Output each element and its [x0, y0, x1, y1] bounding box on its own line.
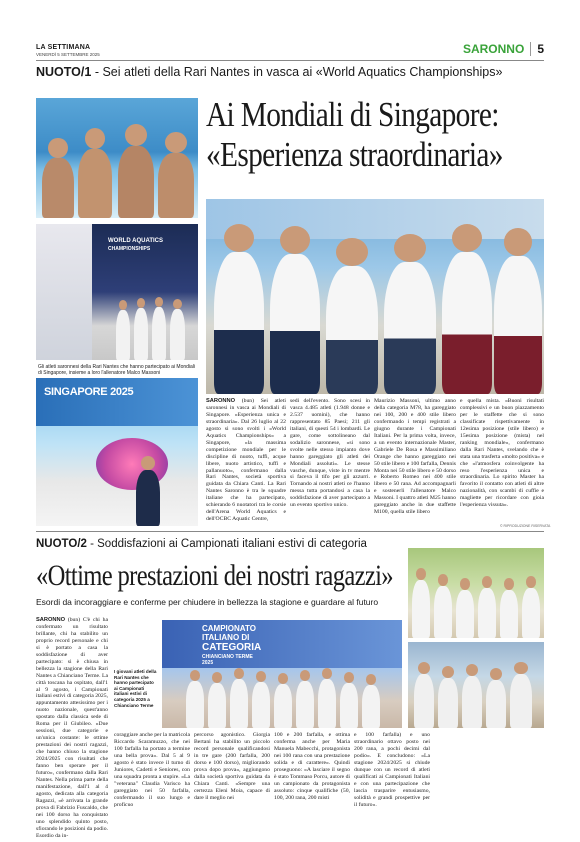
banner-chianciano: CHIANCIANO TERME — [202, 654, 253, 660]
article2-dateline: SARONNO — [36, 617, 66, 623]
article1-headline-line2: «Esperienza straordinaria» — [206, 135, 503, 174]
athlete-figure — [486, 668, 506, 728]
athlete-figure — [462, 664, 482, 728]
article1-headline-line1: Ai Mondiali di Singapore: — [206, 95, 499, 134]
swimmer-figure — [118, 124, 154, 218]
section-divider — [36, 531, 544, 532]
athlete-figure — [412, 568, 430, 638]
page-number: 5 — [530, 42, 544, 56]
masthead — [36, 44, 236, 57]
swimmers-selfie-photo — [36, 98, 198, 218]
article2-photo-caption: I giovani atleti della Rari Nantes che hanno partecipato ai Campionati italiani estivi di categoria 2025 a Chianciano Terme — [114, 669, 157, 708]
athlete-figure — [152, 297, 166, 360]
section-tag — [463, 42, 544, 56]
article2-kicker-label: NUOTO/2 — [36, 538, 87, 550]
article2-kicker — [36, 538, 367, 550]
article2-deck: Esordi da incoraggiare e conferme per chiudere in bellezza la stagione e guardare al futuro — [36, 597, 379, 607]
article1-kicker-text: - Sei atleti della Rari Nantes in vasca ai «World Aquatics Championships» — [91, 65, 503, 79]
athlete-figure — [296, 670, 314, 728]
athlete-figure — [414, 662, 434, 728]
campionato-event-photo — [162, 620, 402, 728]
article2-column-4: 100 e 200 farfalla, e ottima conferma anche per Maria Manuela Mabecchi, protagonista nei 100 rana con una prestazione solida e di carattere». Quindi proseguono: «A lasciare il segno è stato Tommaso Porcu, autore di un campionato da protagonista assoluto: cinque qualifiche (50, 100, 200 rana, 200 misti — [274, 732, 350, 801]
copyright-credit: © RIPRODUZIONE RISERVATA — [500, 524, 551, 528]
athlete-figure — [494, 228, 542, 394]
newspaper-title: LA SETTIMANA — [36, 44, 91, 51]
world-aquatics-banner-photo — [36, 224, 198, 360]
athlete-figure — [510, 662, 532, 728]
athlete-figure — [384, 234, 436, 394]
athlete-figure — [456, 578, 474, 638]
banner-singapore-2025: SINGAPORE 2025 — [44, 386, 134, 398]
article1-photo-caption: Gli atleti saronnesi della Rari Nantes che hanno partecipato ai Mondiali di Singapore, insieme a loro l'allenatore Malco Massoni — [36, 362, 198, 378]
article1-kicker — [36, 65, 502, 79]
article2-column-5: e 100 farfalla) e uno straordinario ottavo posto nei 200 rana, a pochi decimi dal podio». E concludono: «La stagione 2024/2025 si chiude dunque con un record di atleti qualificati ai Campionati Italiani e con una partecipazione che lascia trasparire entusiasmo, solidità e grandi prospettive per il futuro». — [354, 732, 430, 808]
article2-column-2: coraggiare anche per la matricola Riccardo Scaramuzzo, che nei 100 farfalla ha portato a termine una bella prova». Dal 5 al 9 agosto è stato invece il turno di Juniores, Cadetti e Seniores, con una squadra pronta a stupire. «La "veterana" Claudia Varisco ha gareggiato nei 50 farfalla, confermando il suo lungo e proficuo — [114, 732, 190, 808]
athlete-figure — [214, 224, 264, 394]
section-name: SARONNO — [462, 42, 525, 56]
event-banner — [162, 620, 402, 668]
athlete-figure — [186, 670, 204, 728]
article2-column-1: SARONNO (bun) C'è chi ha confermato un risultato brillante, chi ha stabilito un proprio record personale e chi si è portato a casa la soddisfazione di aver partecipato: si è chiusa in bellezza la stagione della Rari Nantes a Chianciano Terme. La città toscana ha ospitato, dall'1 al 9 agosto, i Campionati italiani estivi di categoria 2025, appuntamento attesissimo per i nuoto nazionale, quest'anno spostato dalla classica sede di Roma per il Giubileo. «Due sessioni, due categorie e un'unica costante: le ottime prestazioni dei nostri ragazzi, che hanno chiuso la stagione 2024/2025 con risultati che fanno ben sperare per il futuro», confermano dalla Rari Nantes. Nella prima parte della manifestazione, dall'1 al 4 agosto, dedicata alla categoria Ragazzi, «è arrivata la grande prova di Fabrizio Fuscaldo, che nei 100 dorso ha conquistato uno splendido quinto posto, sfiorando le posizioni da podio. Esordio da in- — [36, 617, 108, 839]
banner-italiano-di: ITALIANO DI — [202, 633, 250, 642]
banner-world-aquatics: WORLD AQUATICS — [108, 238, 163, 244]
article1-column-2: sedi dell'evento. Sono scesi in vasca 4.485 atleti (1.948 donne e 2.537 uomini), che hanno rappresentato 85 Paesi; 211 gli italiani, di questi 54 i lombardi. Le gare, come sottolineano dal sodalizio saronnese, «si sono svolte nelle stesso impianto dove hanno gareggiato gli atleti dei Mondiali assoluti». Le stesse vasche, dunque, viste in tv mentre si faceva il tifo per gli azzurri. Tornando ai nostri atleti ce l'hanno messa tutta portandosi a casa la soddisfazione di aver partecipato a un evento sportivo unico. — [290, 398, 370, 509]
article2-column-3: percorso agonistico. Giorgia Bertani ha stabilito un piccolo record personale qualificandosi in tre gare (200 farfalla, 200 dorso e 100 dorso), migliorando prova dopo prova», aggiungono dalla società sportiva guidata da Chiara Canti. «Sempre una certezza Eleni Moia, capace di dare il meglio nei — [194, 732, 270, 801]
athlete-figure — [230, 668, 248, 728]
athlete-figure — [442, 224, 492, 394]
athlete-figure — [500, 578, 518, 638]
sculpture-block — [36, 224, 92, 360]
article1-column-1: SARONNO (bun) Sei atleti saronnesi in vasca ai Mondiali di Singapore. «Esperienza unica e straordinaria». Dal 26 luglio al 22 agosto si sono svolti i «World Aquatics Championships» a Singapore, «la massima competizione mondiale per le discipline di nuoto, tuffi, acque libere, nuoto artistico, tuffi e pallanuoto», confermano dalla Rari Nantes, società sportiva guidata da Chiara Canti. La Rari Nantes Saronno è tra le squadre italiane che ha partecipato, schierando 6 nuotatori tra le corsie dell'Arena World Aquatics e dell'OCBC Aquatic Centre, — [206, 398, 286, 523]
masthead-rule — [36, 60, 544, 61]
banner-campionato: CAMPIONATO — [202, 624, 256, 633]
athlete-figure — [134, 298, 148, 360]
athlete-figure — [252, 671, 270, 728]
athlete-figure — [478, 576, 496, 638]
athlete-figure — [522, 576, 540, 638]
youth-team-photo-2 — [408, 642, 544, 728]
issue-date: VENERDÌ 5 SETTEMBRE 2025 — [36, 52, 100, 57]
athlete-figure — [362, 674, 380, 728]
banner-categoria: CATEGORIA — [202, 642, 262, 653]
athlete-figure — [270, 226, 320, 394]
banner-year: 2025 — [202, 660, 214, 666]
athlete-figure — [136, 456, 160, 526]
athlete-figure — [318, 668, 336, 728]
athlete-figure — [274, 673, 292, 728]
team-group-photo — [206, 199, 544, 394]
swimmer-figure — [158, 132, 194, 218]
swimmer-figure — [78, 128, 112, 218]
singapore-stage-photo — [36, 378, 198, 526]
article1-column-3: Maurizio Massoni, ultimo anno della categoria M78, ha gareggiato nei 100, 200 e 400 stile libero confermando i tempi registrati a giugno durante i Campionati Italiani. Per la prima volta, invece, a un evento internazionale Master, Gabriele De Rosa e Massimiliano Orange che hanno gareggiato nei 50 stile libero e 100 farfalla, Dennis Monta nei 50 stile libero e 50 dorso e Roberto Romeo nei 400 stile libero e 50 rana. Ad accompagnarli e sostenerli l'allenatore Malco Massoni. I quattro atleti M25 hanno gareggiato anche in due staffette M100, quella stile libero — [374, 398, 456, 516]
athlete-figure — [434, 574, 452, 638]
athlete-figure — [208, 672, 226, 728]
article2-headline: «Ottime prestazioni dei nostri ragazzi» — [36, 559, 393, 592]
athlete-figure — [170, 299, 185, 360]
youth-team-photo-1 — [408, 548, 544, 638]
article1-column-4: e quella mista. «Buoni risultati complessivi e un buon piazzamento per le staffette che si sono classificate rispettivamente in 12esima posizione (stile libero) e 15esima posizione (mista) nel ranking mondiale», confermano dalla Rari Nantes, svelando che è stata una trasferta «molto positiva» e che «l'atmosfera coinvolgente ha reso l'esperienza unica e straordinaria. Lo spirito Master ha favorito il contatto con atleti di altre nazionalità, con scambi di cuffie e magliette per ricordare con gioia l'esperienza vissuta». — [460, 398, 544, 509]
article1-kicker-label: NUOTO/1 — [36, 65, 92, 79]
article2-kicker-text: - Soddisfazioni ai Campionati italiani estivi di categoria — [86, 538, 367, 550]
article1-dateline: SARONNO — [206, 398, 236, 404]
swimmer-figure — [42, 138, 74, 218]
banner-championships: CHAMPIONSHIPS — [108, 246, 151, 252]
athlete-figure — [340, 672, 358, 728]
athlete-figure — [438, 666, 458, 728]
athlete-figure — [116, 300, 130, 360]
athlete-figure — [326, 238, 378, 394]
